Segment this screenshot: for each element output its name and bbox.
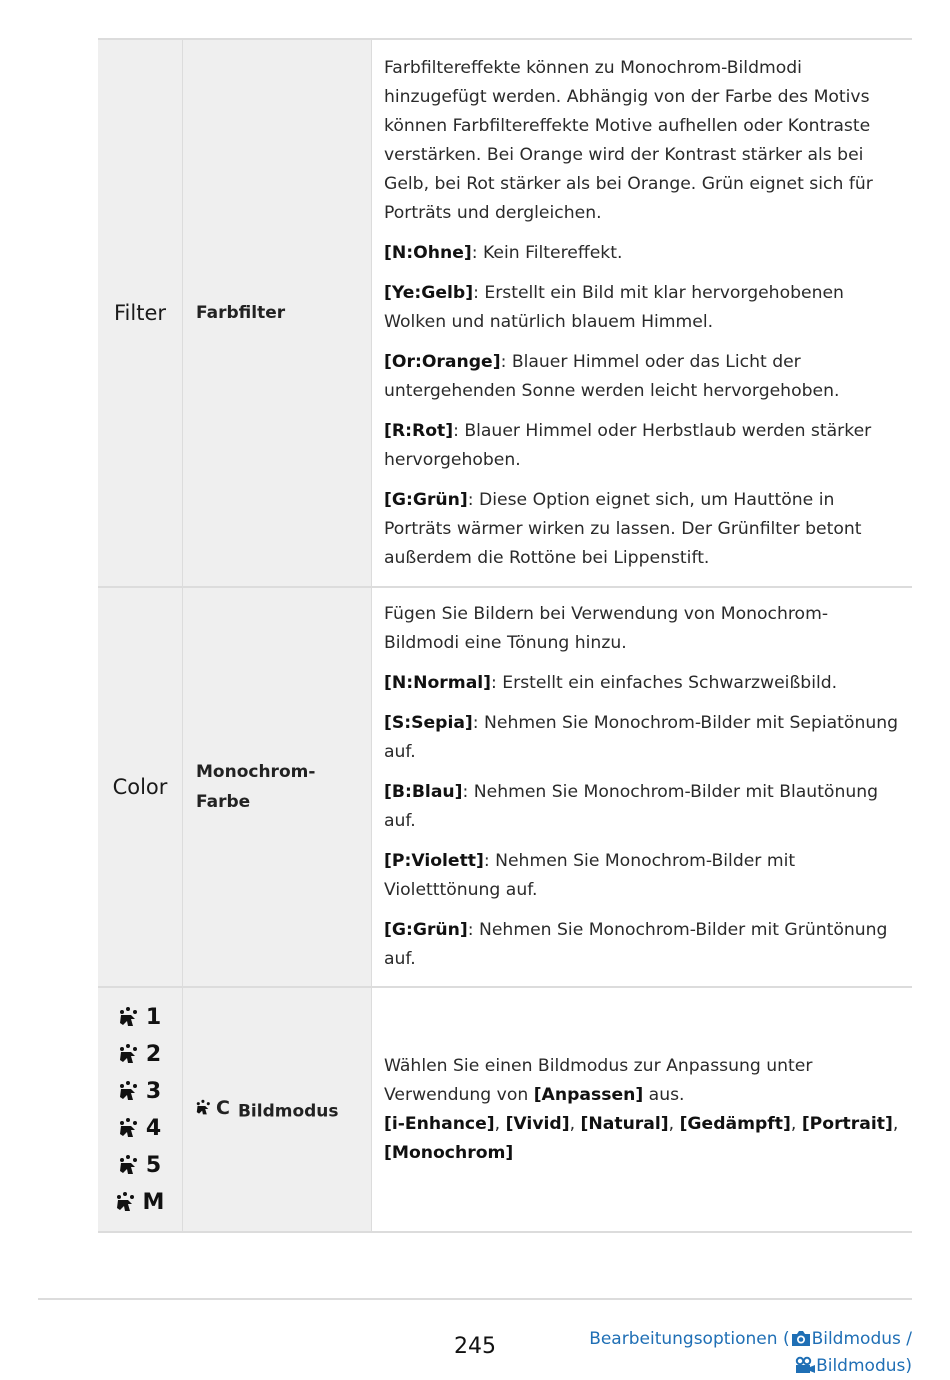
option-text: : Diese Option eignet sich, um Hauttöne in Porträts wärmer wirken zu lassen. Der Grünfilter betont außerdem die Rottöne bei Lippenstift. <box>384 489 862 568</box>
row-name-text: Bildmodus <box>237 1101 339 1122</box>
description-intro: Farbfiltereffekte können zu Monochrom-Bildmodi hinzugefügt werden. Abhängig von der Farbe des Motivs können Farbfiltereffekte Motive aufhellen oder Kontraste verstärken. Bei Orange wird der Kontrast stärker als bei Gelb, bei Rot stärker als bei Orange. Grün eignet sich für Porträts und dergleichen. <box>384 57 873 223</box>
row-description-picture-mode <box>372 987 913 1232</box>
picture-mode-glyph-icon <box>116 1191 142 1213</box>
picture-mode-icons <box>98 987 183 1232</box>
picture-mode-glyph-icon <box>196 1099 216 1116</box>
settings-table <box>98 38 912 1233</box>
row-name-farbfilter: Farbfilter <box>183 39 372 587</box>
description-text <box>384 1052 902 1168</box>
picture-mode-glyph-icon <box>119 1006 145 1028</box>
mode-name: [i-Enhance] <box>384 1113 495 1134</box>
picture-mode-number: 5 <box>145 1152 162 1178</box>
row-description-color <box>372 587 913 987</box>
picture-mode-glyph-icon <box>119 1154 145 1176</box>
separator: , <box>494 1113 506 1134</box>
picture-mode-glyph-icon <box>119 1117 145 1139</box>
option-key: [Anpassen] <box>533 1084 644 1105</box>
option-key: [R:Rot] <box>384 420 454 441</box>
row-label-color: Color <box>98 587 183 987</box>
breadcrumb-link[interactable] <box>589 1326 912 1380</box>
row-name-bildmodus <box>183 987 372 1232</box>
option-text: : Kein Filtereffekt. <box>471 242 623 263</box>
picture-mode-icon <box>116 1186 165 1219</box>
option-item <box>384 486 902 573</box>
mode-name: [Vivid] <box>505 1113 570 1134</box>
mode-name: [Monochrom] <box>384 1142 514 1163</box>
row-label-filter: Filter <box>98 39 183 587</box>
separator: , <box>892 1113 899 1134</box>
picture-mode-icon <box>119 1112 161 1145</box>
option-item <box>384 778 902 836</box>
option-key: [Ye:Gelb] <box>384 282 474 303</box>
option-item <box>384 709 902 767</box>
mode-name: [Portrait] <box>801 1113 893 1134</box>
option-key: [G:Grün] <box>384 489 468 510</box>
breadcrumb-movie-mode: Bildmodus) <box>816 1356 912 1376</box>
breadcrumb-prefix: Bearbeitungsoptionen ( <box>589 1329 790 1349</box>
picture-mode-number: 3 <box>145 1078 162 1104</box>
picture-mode-custom-letter: C <box>216 1096 230 1119</box>
row-name-line: Farbe <box>196 792 251 812</box>
separator: , <box>668 1113 680 1134</box>
picture-mode-number: M <box>142 1189 165 1215</box>
option-key: [Or:Orange] <box>384 351 501 372</box>
description-intro: Fügen Sie Bildern bei Verwendung von Monochrom-Bildmodi eine Tönung hinzu. <box>384 604 829 653</box>
picture-mode-glyph-icon <box>119 1043 145 1065</box>
picture-mode-icon <box>119 1038 161 1071</box>
page-number: 245 <box>454 1334 496 1359</box>
option-text: : Blauer Himmel oder das Licht der untergehenden Sonne werden leicht hervorgehoben. <box>384 351 840 401</box>
row-description-filter <box>372 39 913 587</box>
option-key: [B:Blau] <box>384 782 463 802</box>
option-item <box>384 669 902 698</box>
footer-divider <box>38 1298 912 1300</box>
option-text: : Nehmen Sie Monochrom-Bilder mit Grüntönung auf. <box>384 920 888 969</box>
picture-mode-number: 1 <box>145 1004 162 1030</box>
separator: , <box>790 1113 802 1134</box>
option-text: : Blauer Himmel oder Herbstlaub werden stärker hervorgehoben. <box>384 420 872 470</box>
description-intro: Wählen Sie einen Bildmodus zur Anpassung unter Verwendung von <box>384 1055 813 1105</box>
picture-mode-icon <box>119 1149 161 1182</box>
picture-mode-icon <box>119 1075 161 1108</box>
option-text: : Nehmen Sie Monochrom-Bilder mit Violetttönung auf. <box>384 851 796 900</box>
picture-mode-icon <box>119 1001 161 1034</box>
mode-name: [Natural] <box>580 1113 669 1134</box>
option-text: : Nehmen Sie Monochrom-Bilder mit Sepiatönung auf. <box>384 713 899 762</box>
option-key: [P:Violett] <box>384 851 484 871</box>
table-row-picture-mode <box>98 987 912 1232</box>
breadcrumb-photo-mode: Bildmodus / <box>811 1329 912 1349</box>
option-key: [N:Normal] <box>384 673 492 693</box>
separator: , <box>569 1113 581 1134</box>
option-item <box>384 916 902 974</box>
option-item <box>384 847 902 905</box>
option-text: : Erstellt ein Bild mit klar hervorgehobenen Wolken und natürlich blauem Himmel. <box>384 282 844 332</box>
movie-camera-icon <box>794 1356 816 1374</box>
option-key: [N:Ohne] <box>384 242 472 263</box>
picture-mode-custom-icon <box>196 1093 230 1123</box>
table-row-color <box>98 587 912 987</box>
option-item <box>384 279 902 337</box>
option-text: : Erstellt ein einfaches Schwarzweißbild. <box>491 673 838 693</box>
option-text: : Nehmen Sie Monochrom-Bilder mit Blautönung auf. <box>384 782 879 831</box>
option-item <box>384 417 902 475</box>
picture-mode-number: 2 <box>145 1041 162 1067</box>
row-name-monochrom-farbe <box>183 587 372 987</box>
mode-name: [Gedämpft] <box>679 1113 791 1134</box>
camera-icon <box>790 1329 812 1347</box>
row-name-line: Monochrom- <box>196 762 316 782</box>
picture-mode-glyph-icon <box>119 1080 145 1102</box>
description-end: aus. <box>643 1084 685 1105</box>
option-item <box>384 348 902 406</box>
option-item <box>384 239 902 268</box>
picture-mode-number: 4 <box>145 1115 162 1141</box>
table-row-filter <box>98 39 912 587</box>
option-key: [G:Grün] <box>384 920 468 940</box>
option-key: [S:Sepia] <box>384 713 473 733</box>
